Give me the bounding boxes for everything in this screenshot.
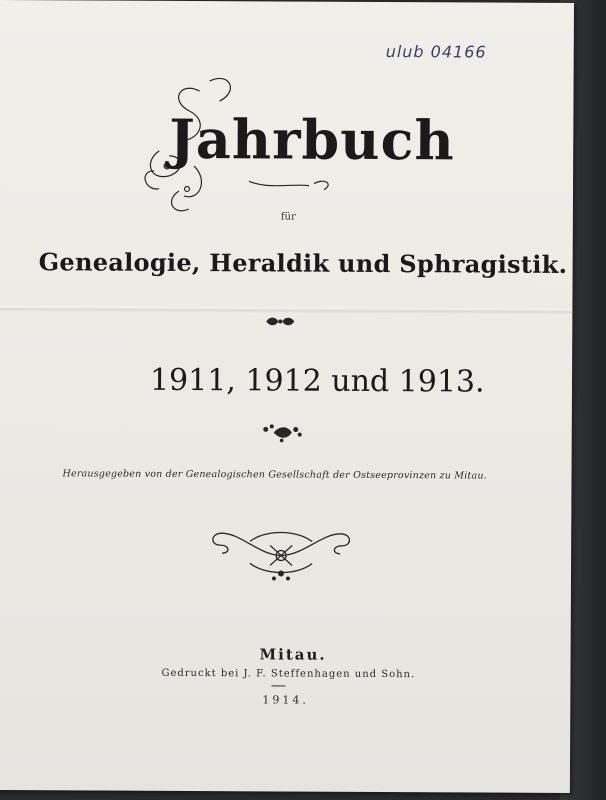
print-year: 1914.	[262, 693, 309, 707]
years-heading: 1911, 1912 und 1913.	[149, 362, 485, 400]
printer-line: Gedruckt bei J. F. Steffenhagen und Sohn.	[161, 667, 416, 681]
scroll-ornament-icon	[210, 523, 352, 584]
place-of-print: Mitau.	[259, 645, 327, 664]
subtitle: Genealogie, Heraldik und Sphragistik.	[38, 247, 568, 279]
floral-ornament-icon	[260, 421, 304, 443]
publisher-line: Herausgegeben von der Genealogischen Gesellschaft der Ostseeprovinzen zu Mitau.	[62, 468, 487, 482]
main-title: Jahrbuch	[169, 106, 455, 173]
archive-annotation: ulub 04166	[385, 42, 487, 62]
separator-dash	[271, 685, 285, 686]
fuer-word: für	[280, 211, 296, 223]
leaf-ornament-icon	[264, 313, 296, 329]
title-block	[139, 71, 455, 223]
